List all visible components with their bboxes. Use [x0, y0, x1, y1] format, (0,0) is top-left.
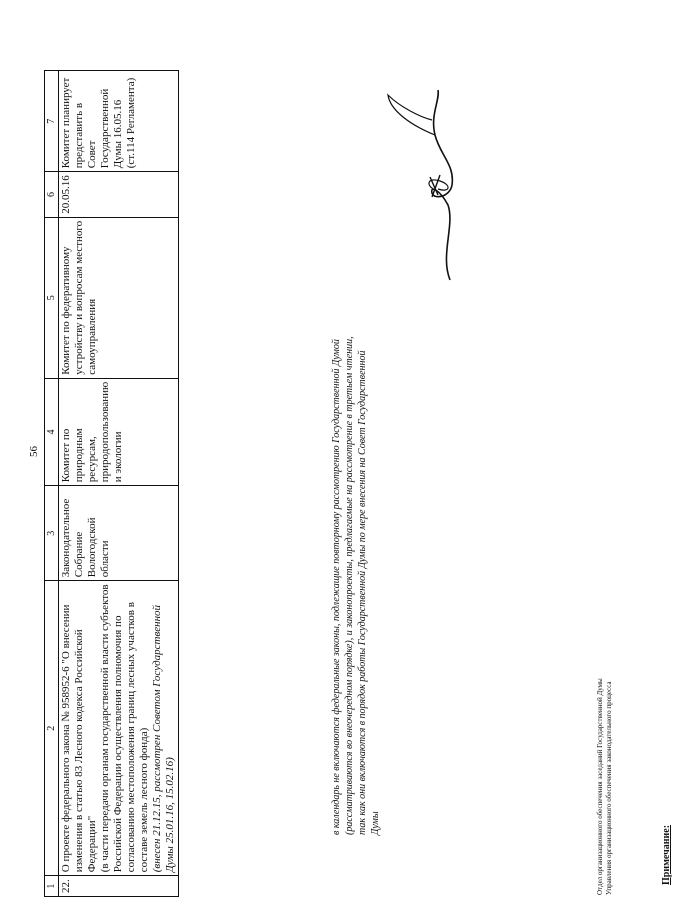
- table-row: [59, 71, 179, 897]
- calendar-table: [44, 70, 179, 897]
- bill-description: (в части передачи органам государственной власти субъектов Российской Федерации осуществления полномочия по согласованию местоположения границ лесных участков в составе земель лесного фонда): [99, 584, 150, 873]
- bill-cell: [59, 581, 179, 876]
- column-header: 3: [45, 486, 59, 581]
- column-header: 2: [45, 581, 59, 876]
- co-committee-cell: Комитет по федеративному устройству и вопросам местного самоуправления: [59, 217, 179, 378]
- footnote-label: Примечание:: [661, 824, 672, 885]
- plan-cell: Комитет планирует представить в Совет Государственной Думы 16.05.16 (ст.114 Регламента): [59, 71, 179, 172]
- column-header: 4: [45, 378, 59, 486]
- column-header: 1: [45, 876, 59, 897]
- footer: [596, 678, 614, 895]
- column-header: 7: [45, 71, 59, 172]
- table-header-row: [45, 71, 59, 897]
- signature-icon: [380, 85, 500, 285]
- committee-cell: Комитет по природным ресурсам, природопользованию и экологии: [59, 378, 179, 486]
- footnote-text: в календарь не включаются федеральные законы, подлежащие повторному рассмотрению Государственной Думой (рассматриваются во внеочередном порядке), и законопроекты, предлагаемые на рассмотрение в третьем чтении, так как они включаются в порядок работы Государственной Думы по мере внесения на Совет Государственной Думы: [331, 336, 381, 835]
- footer-line: Отдел организационного обеспечения заседаний Государственной Думы: [596, 678, 604, 895]
- date-cell: 20.05.16: [59, 172, 179, 218]
- initiator-cell: Законодательное Собрание Вологодской области: [59, 486, 179, 581]
- column-header: 6: [45, 172, 59, 218]
- footer-line: Управления организационного обеспечения законодательного процесса: [605, 681, 613, 895]
- bill-title: О проекте федерального закона № 958952-6 "О внесении изменения в статью 83 Лесного кодекса Российской Федерации": [60, 604, 98, 873]
- bill-status-note: (внесен 21.12.15, рассмотрен Советом Государственной Думы 25.01.16, 15.02.16): [151, 604, 176, 873]
- row-number: 22.: [59, 876, 179, 897]
- page-number: 56: [28, 446, 40, 457]
- column-header: 5: [45, 217, 59, 378]
